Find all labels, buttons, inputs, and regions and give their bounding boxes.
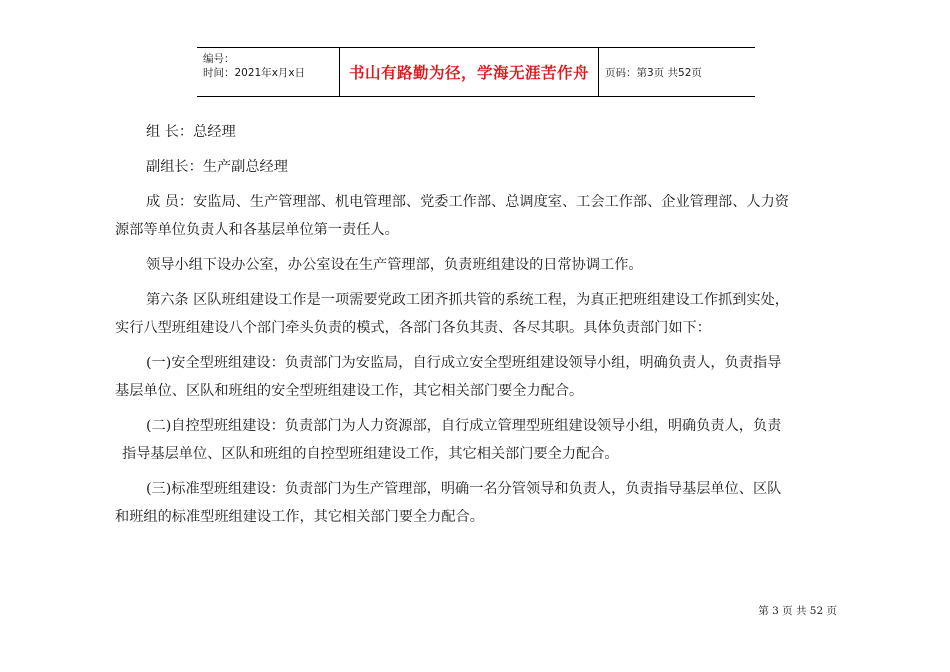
paragraph-standard-line-2: 和班组的标准型班组建设工作，其它相关部门要全力配合。	[115, 509, 484, 525]
header-page-label: 页码：第3页 共52页	[605, 66, 702, 79]
document-number-label: 编号：	[203, 53, 235, 65]
document-body	[115, 118, 855, 531]
paragraph-safety-line-2: 基层单位、区队和班组的安全型班组建设工作，其它相关部门要全力配合。	[115, 383, 584, 399]
page-footer: 第 3 页 共 52 页	[758, 605, 837, 617]
header-motto: 书山有路勤为径，学海无涯苦作舟	[340, 48, 599, 96]
paragraph-article-six-line-2: 实行八型班组建设八个部门牵头负责的模式，各部门各负其责、各尽其职。具体负责部门如下：	[115, 320, 711, 336]
paragraph-office: 领导小组下设办公室，办公室设在生产管理部，负责班组建设的日常协调工作。	[146, 257, 643, 273]
paragraph-selfcontrol-line-2: 指导基层单位、区队和班组的自控型班组建设工作，其它相关部门要全力配合。	[122, 446, 619, 462]
paragraph-deputy-leader: 副组长：生产副总经理	[146, 159, 288, 175]
paragraph-members-line-1: 成 员：安监局、生产管理部、机电管理部、党委工作部、总调度室、工会工作部、企业管理部、人力资	[146, 194, 789, 210]
paragraph-leader: 组 长：总经理	[146, 124, 236, 140]
header-info-cell	[197, 48, 340, 96]
paragraph-members-line-2: 源部等单位负责人和各基层单位第一责任人。	[115, 222, 399, 238]
paragraph-standard-line-1: (三)标准型班组建设：负责部门为生产管理部，明确一名分管领导和负责人，负责指导基层单位、区队	[146, 481, 782, 497]
paragraph-selfcontrol-line-1: (二)自控型班组建设：负责部门为人力资源部，自行成立管理型班组建设领导小组，明确负责人，负责	[146, 418, 782, 434]
paragraph-safety-line-1: (一)安全型班组建设：负责部门为安监局，自行成立安全型班组建设领导小组，明确负责人，负责指导	[146, 355, 782, 371]
paragraph-article-six-line-1: 第六条 区队班组建设工作是一项需要党政工团齐抓共管的系统工程，为真正把班组建设工作抓到实处，	[146, 292, 789, 308]
document-time-label: 时间：2021年x月x日	[203, 67, 306, 79]
header-table	[197, 47, 755, 97]
